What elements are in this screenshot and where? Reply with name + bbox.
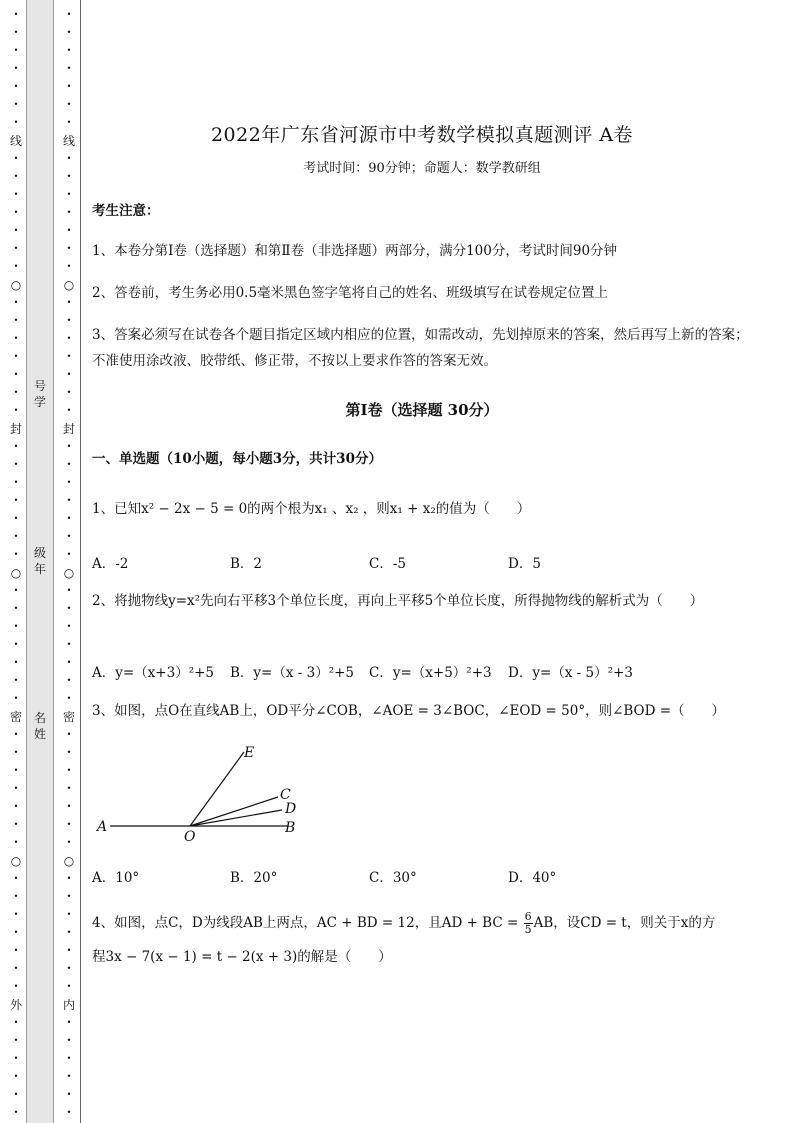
binding-dot: • — [13, 1054, 19, 1063]
binding-dot: • — [66, 1108, 72, 1117]
binding-dot: • — [66, 1036, 72, 1045]
binding-dot: • — [66, 298, 72, 307]
binding-dot: • — [13, 532, 19, 541]
binding-dot: • — [13, 640, 19, 649]
binding-dot: • — [13, 298, 19, 307]
left-dot-column — [9, 0, 23, 1123]
binding-dot: • — [13, 244, 19, 253]
binding-dot: • — [66, 892, 72, 901]
question-3-figure — [92, 740, 312, 845]
margin-label: ○ — [63, 566, 75, 580]
binding-dot: • — [13, 550, 19, 559]
option-d: D．y=（x - 5）²+3 — [508, 665, 633, 681]
binding-dot: • — [13, 478, 19, 487]
binding-dot: • — [13, 1090, 19, 1099]
option-b: B．2 — [230, 556, 263, 572]
binding-dot: • — [13, 190, 19, 199]
binding-dot: • — [66, 28, 72, 37]
cut-line — [80, 0, 81, 1123]
binding-dot: • — [66, 604, 72, 613]
binding-dot: • — [13, 928, 19, 937]
question-1: 1、已知x² − 2x − 5 = 0的两个根为x₁ 、x₂ ，则x₁ + x₂的值为（ ） — [92, 501, 531, 517]
binding-dot: • — [13, 874, 19, 883]
binding-dot: • — [13, 694, 19, 703]
label-e: E — [244, 745, 255, 761]
binding-dot: • — [66, 550, 72, 559]
binding-dot: • — [13, 946, 19, 955]
label-d: D — [285, 801, 297, 817]
binding-dot: • — [66, 46, 72, 55]
question-3: 3、如图，点O在直线AB上，OD平分∠COB，∠AOE = 3∠BOC，∠EOD = 50°，则∠BOD =（ ） — [92, 703, 726, 719]
binding-dot: • — [13, 910, 19, 919]
binding-dot: • — [66, 118, 72, 127]
binding-dot: • — [66, 172, 72, 181]
binding-dot: • — [66, 1054, 72, 1063]
binding-dot: • — [66, 460, 72, 469]
binding-dot: • — [13, 784, 19, 793]
binding-dot: • — [66, 496, 72, 505]
binding-dot: • — [66, 532, 72, 541]
binding-dot: • — [13, 370, 19, 379]
binding-dot: • — [66, 442, 72, 451]
binding-dot: • — [13, 1072, 19, 1081]
binding-dot: • — [13, 226, 19, 235]
binding-dot: • — [13, 334, 19, 343]
margin-label: 封 — [62, 422, 75, 436]
field-name: 名姓 — [33, 711, 46, 741]
binding-dot: • — [66, 190, 72, 199]
margin-label: 封 — [9, 422, 22, 436]
binding-dot: • — [13, 352, 19, 361]
binding-dot: • — [13, 154, 19, 163]
binding-dot: • — [66, 748, 72, 757]
binding-dot: • — [66, 244, 72, 253]
option-c: C．-5 — [369, 556, 406, 572]
binding-dot: • — [13, 586, 19, 595]
margin-label: ○ — [63, 854, 75, 868]
binding-dot: • — [66, 478, 72, 487]
option-d: D．40° — [508, 870, 557, 886]
binding-dot: • — [66, 64, 72, 73]
binding-dot: • — [13, 64, 19, 73]
binding-dot: • — [66, 406, 72, 415]
binding-dot: • — [13, 604, 19, 613]
binding-dot: • — [66, 10, 72, 19]
margin-label: ○ — [10, 566, 22, 580]
binding-dot: • — [13, 442, 19, 451]
binding-dot: • — [66, 838, 72, 847]
binding-dot: • — [66, 100, 72, 109]
ray-od — [190, 810, 282, 826]
option-b: B．y=（x - 3）²+5 — [230, 665, 355, 681]
field-grade: 级年 — [33, 546, 46, 576]
option-d: D．5 — [508, 556, 541, 572]
binding-dot: • — [13, 82, 19, 91]
exam-title: 2022年广东省河源市中考数学模拟真题测评 A卷 — [210, 124, 634, 146]
binding-dot: • — [13, 388, 19, 397]
binding-dot: • — [13, 892, 19, 901]
binding-dot: • — [13, 118, 19, 127]
binding-dot: • — [13, 622, 19, 631]
binding-dot: • — [13, 406, 19, 415]
binding-dot: • — [13, 658, 19, 667]
question-4-text-a: 4、如图，点C，D为线段AB上两点，AC + BD = 12，且AD + BC = — [92, 915, 523, 931]
binding-dot: • — [13, 10, 19, 19]
label-o: O — [184, 829, 196, 845]
option-c: C．y=（x+5）²+3 — [369, 665, 492, 681]
binding-dot: • — [66, 820, 72, 829]
margin-label: 外 — [9, 998, 22, 1012]
margin-label: ○ — [10, 278, 22, 292]
binding-dot: • — [66, 154, 72, 163]
binding-dot: • — [66, 334, 72, 343]
binding-dot: • — [13, 982, 19, 991]
notice-2: 2、答卷前，考生务必用0.5毫米黑色签字笔将自己的姓名、班级填写在试卷规定位置上 — [92, 285, 609, 301]
binding-dot: • — [13, 676, 19, 685]
binding-dot: • — [13, 1108, 19, 1117]
fraction-numerator: 6 — [524, 910, 532, 923]
label-b: B — [285, 820, 296, 836]
option-a: A．-2 — [92, 556, 129, 572]
binding-dot: • — [66, 514, 72, 523]
binding-dot: • — [13, 820, 19, 829]
binding-dot: • — [13, 730, 19, 739]
binding-dot: • — [66, 226, 72, 235]
question-2: 2、将抛物线y=x²先向右平移3个单位长度，再向上平移5个单位长度，所得抛物线的解析式为（ ） — [92, 593, 704, 609]
question-4 — [92, 908, 752, 938]
notice-3: 3、答案必须写在试卷各个题目指定区域内相应的位置，如需改动，先划掉原来的答案，然后再写上新的答案；不准使用涂改液、胶带纸、修正带，不按以上要求作答的答案无效。 — [92, 327, 749, 369]
ray-oe — [190, 752, 244, 826]
question-4-text-b: AB，设CD = t，则关于x的方 — [533, 915, 716, 931]
question-4-line-2: 程3x − 7(x − 1) = t − 2(x + 3)的解是（ ） — [92, 949, 392, 965]
binding-dot: • — [66, 586, 72, 595]
notice-heading: 考生注意： — [92, 203, 160, 219]
margin-label: 内 — [62, 998, 75, 1012]
binding-dot: • — [66, 208, 72, 217]
exam-subtitle: 考试时间：90分钟；命题人：数学教研组 — [303, 161, 541, 176]
option-b: B．20° — [230, 870, 278, 886]
binding-dot: • — [66, 676, 72, 685]
binding-dot: • — [13, 766, 19, 775]
binding-dot: • — [13, 28, 19, 37]
ray-oc — [190, 797, 278, 826]
binding-dot: • — [13, 172, 19, 181]
notice-1: 1、本卷分第Ⅰ卷（选择题）和第Ⅱ卷（非选择题）两部分，满分100分，考试时间90分钟 — [92, 243, 618, 259]
binding-dot: • — [66, 946, 72, 955]
binding-dot: • — [13, 514, 19, 523]
binding-dot: • — [66, 316, 72, 325]
binding-dot: • — [66, 370, 72, 379]
binding-dot: • — [66, 640, 72, 649]
binding-dot: • — [66, 784, 72, 793]
label-c: C — [280, 787, 291, 803]
binding-dot: • — [66, 766, 72, 775]
binding-dot: • — [13, 496, 19, 505]
binding-dot: • — [13, 46, 19, 55]
binding-dot: • — [66, 622, 72, 631]
option-a: A．y=（x+3）²+5 — [92, 665, 215, 681]
binding-dot: • — [13, 802, 19, 811]
binding-dot: • — [66, 388, 72, 397]
binding-dot: • — [13, 208, 19, 217]
binding-dot: • — [13, 460, 19, 469]
option-c: C．30° — [369, 870, 417, 886]
binding-dot: • — [13, 748, 19, 757]
right-dot-column — [62, 0, 76, 1123]
binding-dot: • — [66, 928, 72, 937]
margin-label: 线 — [9, 134, 22, 148]
fraction — [524, 911, 533, 936]
binding-dot: • — [66, 694, 72, 703]
binding-dot: • — [13, 1018, 19, 1027]
binding-dot: • — [66, 802, 72, 811]
margin-label: 密 — [62, 710, 75, 724]
binding-dot: • — [66, 1090, 72, 1099]
field-student-id: 号学 — [33, 379, 46, 409]
margin-label: 线 — [62, 134, 75, 148]
binding-dot: • — [66, 1072, 72, 1081]
binding-dot: • — [13, 1036, 19, 1045]
binding-dot: • — [66, 658, 72, 667]
binding-dot: • — [13, 316, 19, 325]
binding-dot: • — [13, 964, 19, 973]
binding-dot: • — [13, 100, 19, 109]
part-title: 一、单选题（10小题，每小题3分，共计30分） — [92, 451, 382, 467]
binding-dot: • — [66, 352, 72, 361]
binding-dot: • — [66, 982, 72, 991]
binding-dot: • — [66, 874, 72, 883]
binding-dot: • — [66, 910, 72, 919]
margin-label: ○ — [10, 854, 22, 868]
binding-dot: • — [66, 1018, 72, 1027]
margin-label: ○ — [63, 278, 75, 292]
margin-label: 密 — [9, 710, 22, 724]
label-a: A — [97, 819, 108, 835]
binding-dot: • — [66, 262, 72, 271]
binding-dot: • — [13, 262, 19, 271]
binding-dot: • — [13, 838, 19, 847]
option-a: A．10° — [92, 870, 140, 886]
section-title: 第Ⅰ卷（选择题 30分） — [345, 401, 499, 419]
binding-dot: • — [66, 964, 72, 973]
fraction-denominator: 5 — [524, 923, 532, 936]
binding-dot: • — [66, 82, 72, 91]
binding-dot: • — [66, 730, 72, 739]
